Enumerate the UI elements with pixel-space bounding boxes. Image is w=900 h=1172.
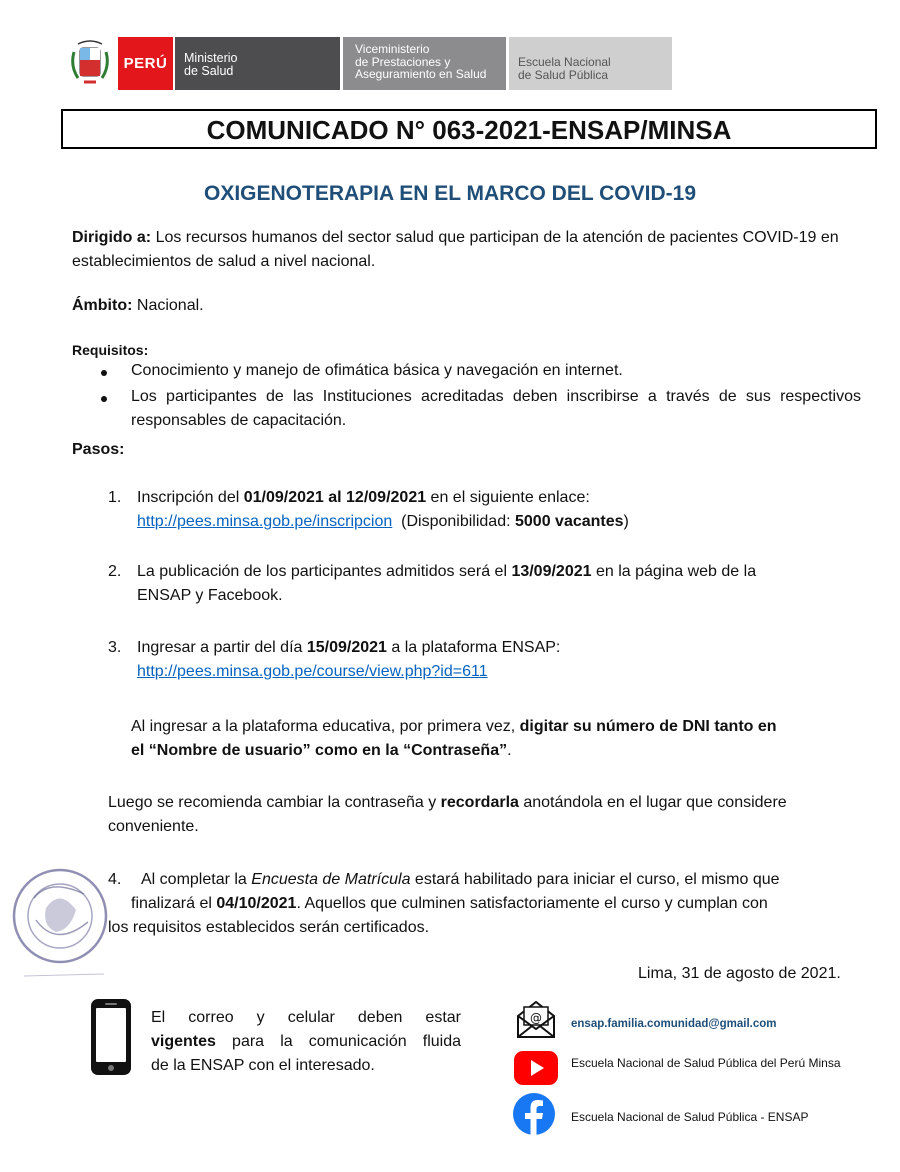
inscripcion-link[interactable]: http://pees.minsa.gob.pe/inscripcion [137, 513, 393, 530]
step-3-note [131, 715, 871, 763]
luego-b: recordarla [440, 794, 519, 811]
step-3-text-c: a la plataforma ENSAP: [386, 639, 561, 656]
youtube-channel[interactable]: Escuela Nacional de Salud Pública del Perú Minsa [571, 1056, 841, 1070]
step-1 [137, 486, 877, 534]
svg-text:@: @ [530, 1011, 542, 1025]
facebook-page[interactable]: Escuela Nacional de Salud Pública - ENSAP [571, 1110, 809, 1124]
step-1-number: 1. [108, 489, 122, 506]
phone-notice-line2: para la comunicación fluida [215, 1033, 461, 1050]
step-4-text-a: Al completar la [141, 871, 252, 888]
step-1-paren: ) [623, 513, 629, 530]
step-4-line2-a: finalizará el [131, 895, 217, 912]
official-stamp-icon [6, 858, 110, 990]
step-4 [141, 868, 881, 892]
contact-email[interactable]: ensap.familia.comunidad@gmail.com [571, 1018, 777, 1030]
vice-line3: Aseguramiento en Salud [355, 67, 487, 81]
step-3-note-end: . [507, 742, 512, 759]
communique-title: COMUNICADO N° 063-2021-ENSAP/MINSA [61, 109, 877, 149]
requisito-item-1: Conocimiento y manejo de ofimática básica y navegación en internet. [131, 362, 623, 379]
step-1-text-a: Inscripción del [137, 489, 244, 506]
step-3-note-a: Al ingresar a la plataforma educativa, por primera vez, [131, 718, 520, 735]
step-1-dates: 01/09/2021 al 12/09/2021 [243, 489, 427, 506]
luego-line2: conveniente. [108, 818, 199, 835]
requisito-item-2-line2: responsables de capacitación. [131, 412, 347, 429]
step-1-disponibilidad: (Disponibilidad: [401, 513, 515, 530]
step-2 [137, 560, 877, 608]
luego-a: Luego se recomienda cambiar la contraseña y [108, 794, 441, 811]
dirigido-section [72, 226, 872, 274]
step-3-date: 15/09/2021 [306, 639, 387, 656]
step-2-number: 2. [108, 563, 122, 580]
vice-line2: de Prestaciones y [355, 54, 451, 69]
step-2-text-c: en la página web de la [591, 563, 757, 580]
dirigido-text-2: establecimientos de salud a nivel nacional. [72, 253, 376, 270]
phone-notice-line3: de la ENSAP con el interesado [151, 1057, 371, 1074]
course-subtitle: OXIGENOTERAPIA EN EL MARCO DEL COVID-19 [203, 182, 696, 205]
step-4-encuesta: Encuesta de Matrícula [251, 871, 411, 888]
requisito-item-2-line1: Los participantes de las Instituciones acreditadas deben inscribirse a través de sus respectivos [131, 388, 861, 405]
step-3-note-line2: el “Nombre de usuario” como en la “Contraseña” [131, 742, 508, 759]
bullet-icon [101, 370, 107, 376]
mobile-phone-icon [89, 997, 133, 1077]
step-2-date: 13/09/2021 [511, 563, 592, 580]
phone-notice-period: . [370, 1057, 375, 1074]
step-2-line2: ENSAP y Facebook. [137, 587, 283, 604]
peru-coat-of-arms-icon [70, 38, 110, 86]
viceministerio-brand [343, 37, 506, 90]
ambito-text: Nacional. [136, 297, 204, 314]
step-3-note-b: digitar su número de DNI tanto en [519, 718, 777, 735]
luego-paragraph [108, 791, 878, 839]
escuela-line2: de Salud Pública [518, 68, 609, 82]
youtube-icon [513, 1050, 559, 1086]
step-3-number: 3. [108, 639, 122, 656]
step-4-text-c: estará habilitado para iniciar el curso, el mismo que [410, 871, 780, 888]
document-date: Lima, 31 de agosto de 2021. [638, 965, 841, 982]
step-4-number: 4. [108, 871, 122, 888]
ministerio-brand [175, 37, 340, 90]
step-2-text-a: La publicación de los participantes admitidos será el [137, 563, 512, 580]
course-link[interactable]: http://pees.minsa.gob.pe/course/view.php?id=611 [137, 663, 488, 680]
pasos-label: Pasos: [72, 441, 125, 458]
ambito-section [72, 294, 204, 318]
email-icon [515, 998, 557, 1040]
step-4-line2-c: . Aquellos que culminen satisfactoriamente el curso y cumplan con [296, 895, 768, 912]
requisitos-label: Requisitos: [72, 342, 149, 358]
ambito-label: Ámbito: [72, 297, 133, 314]
dirigido-text: Los recursos humanos del sector salud que participan de la atención de pacientes COVID-19 en [155, 229, 839, 246]
bullet-icon [101, 396, 107, 402]
step-3 [137, 636, 877, 684]
step-4-cont [131, 892, 871, 916]
luego-c: anotándola en el lugar que considere [518, 794, 787, 811]
requisito-item-2 [131, 385, 861, 433]
step-3-text-a: Ingresar a partir del día [137, 639, 307, 656]
vice-line1: Viceministerio [355, 42, 430, 56]
step-1-text-c: en el siguiente enlace: [426, 489, 590, 506]
ministerio-line1: Ministerio [184, 51, 238, 65]
step-4-end-date: 04/10/2021 [216, 895, 297, 912]
escuela-line1: Escuela Nacional [518, 55, 611, 69]
escuela-brand [509, 37, 672, 90]
step-1-vacantes: 5000 vacantes [515, 513, 624, 530]
dirigido-label: Dirigido a: [72, 229, 152, 246]
peru-brand: PERÚ [118, 37, 173, 90]
step-4-line3: los requisitos establecidos serán certificados. [108, 919, 430, 936]
phone-notice-vigentes: vigentes [151, 1033, 216, 1050]
ministerio-line2: de Salud [184, 64, 234, 78]
facebook-icon [512, 1092, 556, 1136]
phone-notice [151, 1006, 461, 1078]
phone-notice-line1: El correo y celular deben estar [151, 1009, 461, 1026]
